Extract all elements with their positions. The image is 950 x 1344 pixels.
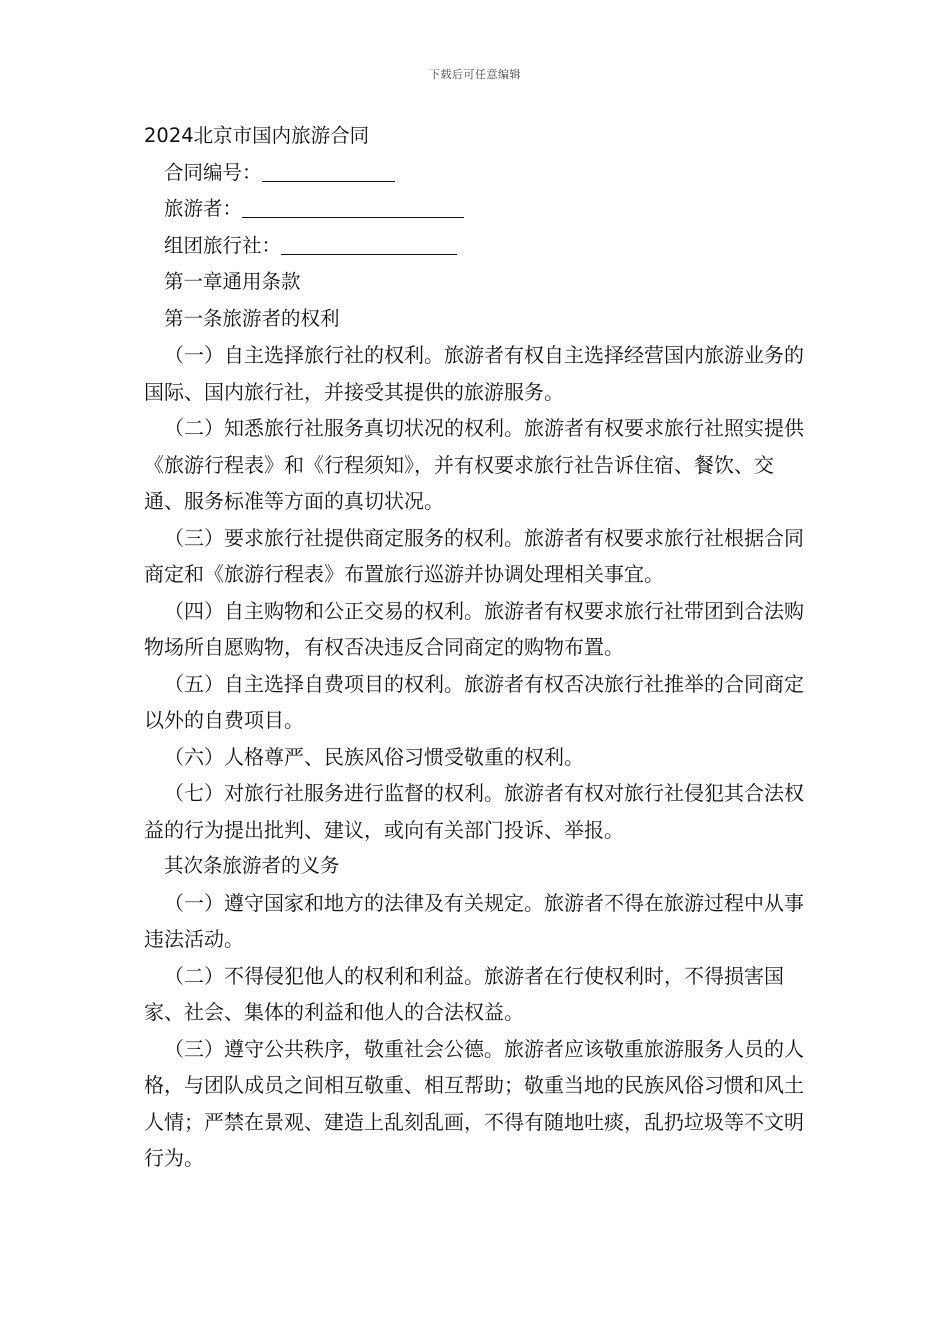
chapter-heading: 第一章通用条款	[164, 270, 301, 293]
agency-label: 组团旅行社：	[164, 233, 282, 257]
contract-number-blank	[262, 159, 395, 182]
contract-number-field	[144, 155, 806, 192]
article-2-item: （一）遵守国家和地方的法律及有关规定。旅游者不得在旅游过程中从事违法活动。	[144, 890, 804, 951]
traveler-field	[144, 191, 806, 228]
article-1-item: （一）自主选择旅行社的权利。旅游者有权自主选择经营国内旅游业务的国际、国内旅行社，并接受其提供的旅游服务。	[144, 343, 804, 404]
traveler-blank	[242, 195, 464, 218]
agency-field	[144, 228, 806, 265]
article-1-item: （五）自主选择自费项目的权利。旅游者有权否决旅行社推举的合同商定以外的自费项目。	[144, 671, 804, 732]
article-1-item: （六）人格尊严、民族风俗习惯受敬重的权利。	[164, 744, 584, 769]
contract-number-label: 合同编号：	[164, 160, 262, 184]
document-body	[144, 118, 806, 1177]
article-2-item: （二）不得侵犯他人的权利和利益。旅游者在行使权利时，不得损害国家、社会、集体的利益和他人的合法权益。	[144, 963, 784, 1024]
agency-blank	[281, 232, 457, 255]
article-1-item: （四）自主购物和公正交易的权利。旅游者有权要求旅行社带团到合法购物场所自愿购物，有权否决违反合同商定的购物布置。	[144, 598, 804, 659]
article-2-heading: 其次条旅游者的义务	[164, 854, 340, 877]
document-title: 2024北京市国内旅游合同	[144, 124, 370, 147]
article-1-heading: 第一条旅游者的权利	[164, 306, 340, 330]
article-2-item: （三）遵守公共秩序，敬重社会公德。旅游者应该敬重旅游服务人员的人格，与团队成员之间相互敬重、相互帮助；敬重当地的民族风俗习惯和风土人情；严禁在景观、建造上乱刻乱画，不得有随地吐痰，乱扔垃圾等不文明行为。	[144, 1036, 804, 1170]
article-1-item: （七）对旅行社服务进行监督的权利。旅游者有权对旅行社侵犯其合法权益的行为提出批判、建议，或向有关部门投诉、举报。	[144, 781, 804, 842]
header-note: 下载后可任意编辑	[429, 68, 521, 81]
article-1-item: （二）知悉旅行社服务真切状况的权利。旅游者有权要求旅行社照实提供《旅游行程表》和《行程须知》，并有权要求旅行社告诉住宿、餐饮、交通、服务标准等方面的真切状况。	[144, 416, 804, 513]
traveler-label: 旅游者：	[164, 197, 243, 220]
article-1-item: （三）要求旅行社提供商定服务的权利。旅游者有权要求旅行社根据合同商定和《旅游行程表》布置旅行巡游并协调处理相关事宜。	[144, 525, 804, 586]
